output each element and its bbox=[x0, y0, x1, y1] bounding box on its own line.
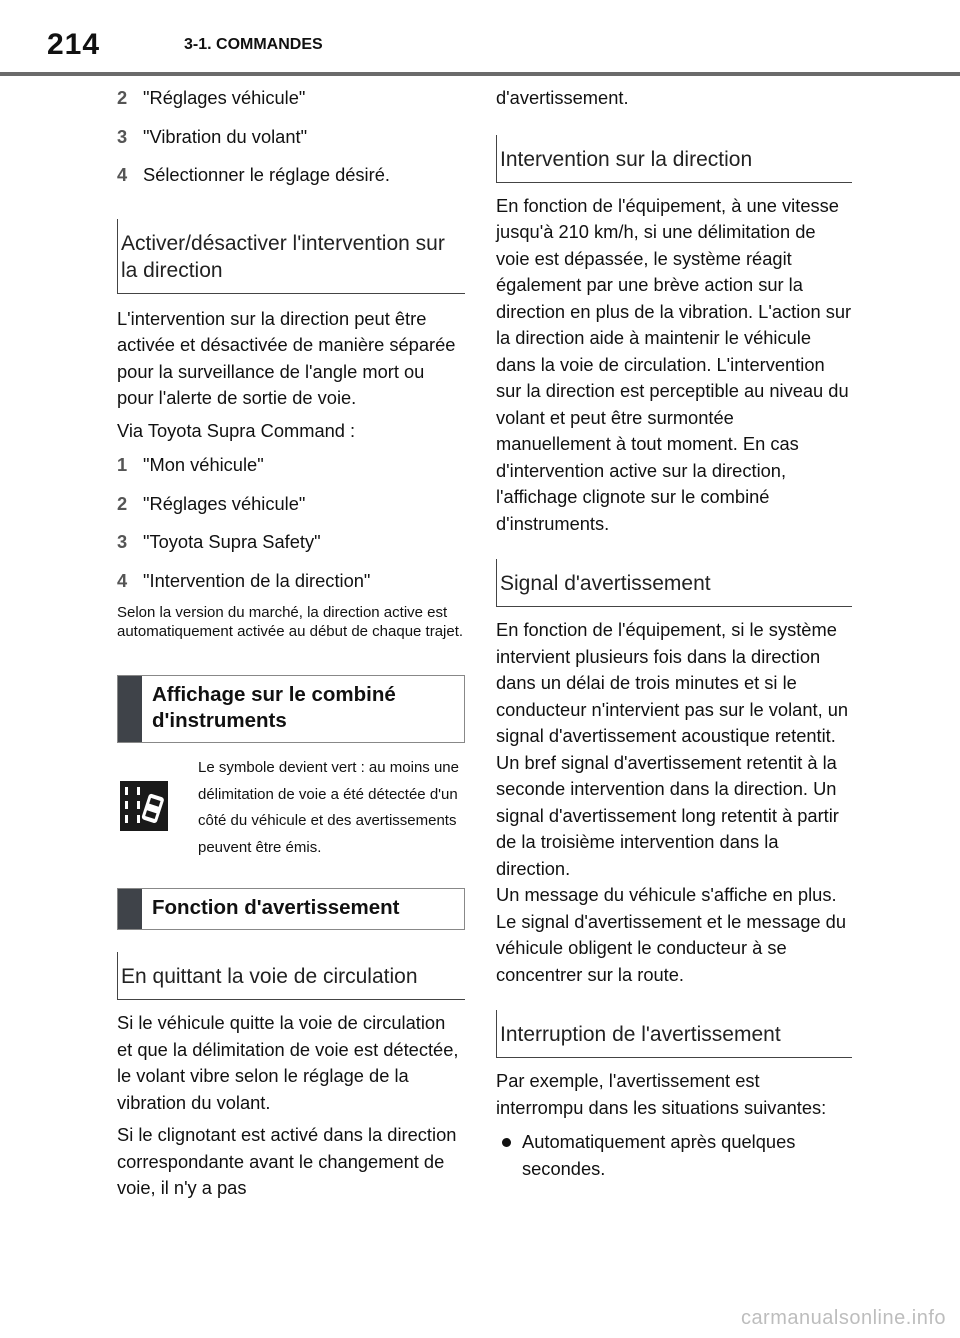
heading-interruption bbox=[496, 1010, 852, 1058]
step-item bbox=[117, 529, 465, 556]
step-text: "Mon véhicule" bbox=[143, 454, 264, 475]
section-title: 3-1. COMMANDES bbox=[184, 36, 323, 53]
step-text: "Réglages véhicule" bbox=[143, 492, 306, 514]
step-item bbox=[117, 491, 465, 518]
lane-departure-symbol bbox=[120, 781, 198, 836]
step-text: "Réglages véhicule" bbox=[143, 87, 306, 108]
step-text: "Vibration du volant" bbox=[143, 125, 308, 147]
paragraph-steering: En fonction de l'équipement, à une vitesse jusqu'à 210 km/h, si une délimitation de voie est dépassée, le système réagit également par une brève action sur la direction en plus de la vibration. L'action sur la direction aide à maintenir le véhicule dans la voie de circulation. L'intervention sur la direction est perceptible au niveau du volant et peut être surmontée manuellement à tout moment. En cas d'intervention active sur la direction, l'affichage clignote sur le combiné d'instruments. bbox=[496, 194, 852, 534]
heading-accent-bar bbox=[118, 676, 142, 742]
paragraph-signal-2: Un message du véhicule s'affiche en plus. bbox=[496, 884, 837, 905]
step-number: 4 bbox=[117, 164, 128, 185]
step-number: 2 bbox=[117, 492, 128, 514]
step-item bbox=[117, 124, 465, 151]
paragraph-toggle: L'intervention sur la direction peut être activée et désactivée de manière séparée pour la surveillance de l'angle mort ou pour l'alerte de sortie de voie. bbox=[117, 307, 456, 408]
heading-text: Fonction d'avertissement bbox=[152, 896, 400, 919]
heading-warning-function bbox=[117, 888, 465, 930]
via-text: Via Toyota Supra Command : bbox=[117, 419, 356, 441]
lane-assist-icon bbox=[120, 781, 168, 831]
heading-text: Interruption de l'avertissement bbox=[500, 1023, 781, 1046]
heading-instrument-display bbox=[117, 675, 465, 743]
heading-leaving-lane bbox=[117, 952, 465, 1000]
page-header bbox=[0, 0, 960, 76]
heading-toggle-steering bbox=[117, 219, 465, 294]
bullet-icon bbox=[496, 1129, 522, 1182]
step-number: 2 bbox=[117, 87, 128, 108]
step-text: "Intervention de la direction" bbox=[143, 569, 371, 591]
step-text: Sélectionner le réglage désiré. bbox=[143, 164, 390, 185]
page-number: 214 bbox=[47, 28, 101, 61]
step-number: 1 bbox=[117, 454, 128, 475]
step-text: "Toyota Supra Safety" bbox=[143, 531, 321, 552]
paragraph-signal-1: En fonction de l'équipement, si le système intervient plusieurs fois dans la direction dans un délai de trois minutes et si le conducteur n'intervient pas sur le volant, un signal d'avertissement acoustique retentit. Un bref signal d'avertissement retentit à la seconde intervention dans la direction. Un signal d'avertissement long retentit à partir de la troisième intervention dans la direction. bbox=[496, 619, 849, 879]
display-description: Le symbole devient vert : au moins une délimitation de voie a été détectée d'un côté du véhicule et des avertissements peuvent être émis. bbox=[198, 759, 459, 856]
right-column bbox=[496, 82, 852, 1182]
paragraph-leaving-1: Si le véhicule quitte la voie de circulation et que la délimitation de voie est détectée, le volant vibre selon le réglage de la vibration du volant. bbox=[117, 1012, 459, 1113]
display-info-row bbox=[117, 755, 465, 861]
paragraph-continue: d'avertissement. bbox=[496, 87, 629, 108]
heading-text: En quittant la voie de circulation bbox=[121, 965, 418, 988]
left-column bbox=[117, 82, 465, 1202]
step-item bbox=[117, 162, 465, 189]
bullet-text: Automatiquement après quelques secondes. bbox=[522, 1131, 796, 1179]
heading-text: Activer/désactiver l'intervention sur la direction bbox=[121, 231, 445, 282]
heading-text: Affichage sur le combiné d'instruments bbox=[152, 683, 396, 732]
header-divider bbox=[0, 72, 960, 76]
market-note: Selon la version du marché, la direction active est automatiquement activée au début de chaque trajet. bbox=[117, 604, 464, 640]
heading-steering-intervention bbox=[496, 135, 852, 183]
step-number: 4 bbox=[117, 569, 128, 591]
paragraph-signal-3: Le signal d'avertissement et le message du véhicule obligent le conducteur à se concentrer sur la route. bbox=[496, 910, 847, 985]
step-item bbox=[117, 452, 465, 479]
heading-text: Intervention sur la direction bbox=[500, 147, 753, 171]
step-item bbox=[117, 568, 465, 595]
step-number: 3 bbox=[117, 531, 128, 552]
paragraph-leaving-2: Si le clignotant est activé dans la direction correspondante avant le changement de voie, il n'y a pas bbox=[117, 1124, 457, 1198]
watermark: carmanualsonline.info bbox=[740, 1307, 946, 1329]
list-item bbox=[496, 1129, 852, 1182]
step-number: 3 bbox=[117, 125, 128, 147]
step-item bbox=[117, 85, 465, 112]
heading-text: Signal d'avertissement bbox=[500, 572, 711, 595]
paragraph-interruption: Par exemple, l'avertissement est interrompu dans les situations suivantes: bbox=[496, 1070, 827, 1118]
heading-warning-signal bbox=[496, 559, 852, 607]
heading-accent-bar bbox=[118, 889, 142, 929]
